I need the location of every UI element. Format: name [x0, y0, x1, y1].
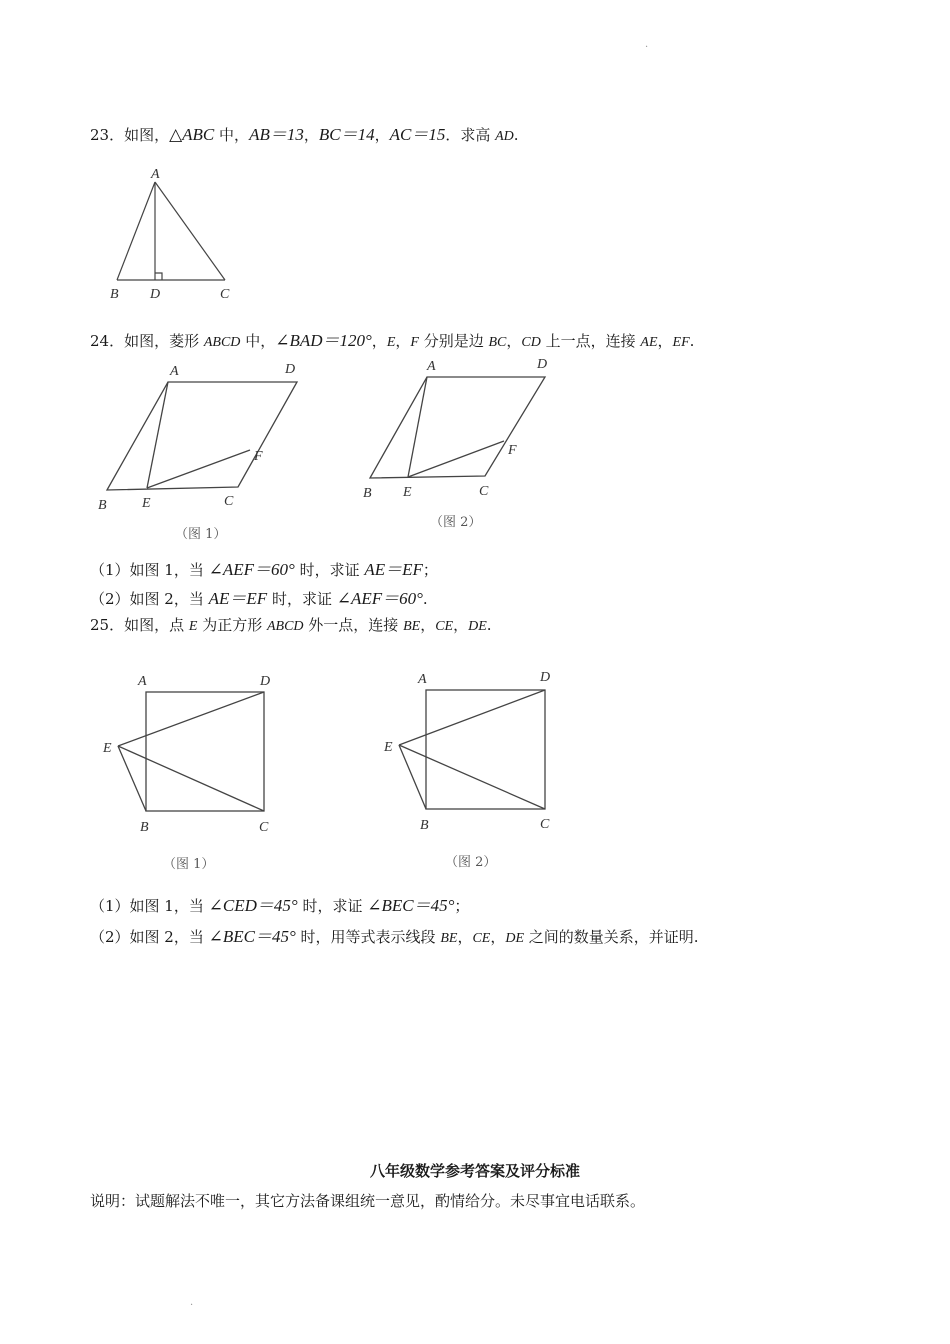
svg-text:E: E — [384, 740, 393, 755]
q23-triangle-figure — [100, 160, 250, 305]
svg-text:B: B — [140, 820, 149, 835]
scan-dot: · — [645, 42, 649, 53]
label-d: D — [150, 287, 161, 302]
label-a: A — [151, 167, 160, 182]
svg-text:B: B — [420, 818, 429, 833]
svg-text:（图 1）: （图 1） — [163, 857, 215, 872]
q24-part2: （2）如图 2，当 AE＝EF 时，求证 ∠AEF＝60°. — [90, 589, 428, 608]
q25-fig2 — [375, 665, 575, 875]
answer-title: 八年级数学参考答案及评分标准 — [369, 1162, 580, 1180]
scan-dot: · — [190, 1300, 194, 1311]
svg-text:E: E — [103, 741, 112, 756]
svg-text:A: A — [170, 364, 179, 379]
svg-text:A: A — [138, 674, 147, 689]
q23-text: 23．如图，△ABC 中，AB＝13，BC＝14，AC＝15．求高 AD. — [90, 125, 519, 144]
svg-text:F: F — [254, 449, 263, 464]
svg-text:A: A — [427, 359, 436, 374]
q25-text: 25．如图，点 E 为正方形 ABCD 外一点，连接 BE，CE，DE. — [90, 616, 492, 634]
svg-text:D: D — [260, 674, 271, 689]
svg-text:C: C — [479, 484, 489, 499]
q25-part2: （2）如图 2，当 ∠BEC＝45° 时，用等式表示线段 BE，CE，DE 之间的数量关系，并证明. — [90, 927, 699, 946]
fig1-caption: （图 1） — [175, 527, 227, 542]
svg-text:D: D — [540, 670, 551, 685]
label-b: B — [110, 287, 119, 302]
label-c: C — [220, 287, 230, 302]
svg-text:A: A — [418, 672, 427, 687]
svg-text:B: B — [363, 486, 372, 501]
q24-fig1 — [90, 355, 320, 545]
fig2-caption: （图 2） — [430, 515, 482, 530]
q24-part1: （1）如图 1，当 ∠AEF＝60° 时，求证 AE＝EF； — [90, 560, 438, 579]
svg-text:（图 2）: （图 2） — [445, 855, 497, 870]
svg-text:C: C — [224, 494, 234, 509]
svg-text:F: F — [508, 443, 517, 458]
q25-fig1 — [95, 665, 295, 875]
q25-part1: （1）如图 1，当 ∠CED＝45° 时，求证 ∠BEC＝45°； — [90, 896, 470, 915]
svg-text:C: C — [259, 820, 269, 835]
svg-text:E: E — [142, 496, 151, 511]
q24-text: 24．如图，菱形 ABCD 中，∠BAD＝120°，E，F 分别是边 BC，CD 上一点，连接 AE，EF. — [90, 331, 695, 350]
svg-text:B: B — [98, 498, 107, 513]
svg-text:C: C — [540, 817, 550, 832]
answer-note: 说明：试题解法不唯一，其它方法备课组统一意见，酌情给分。未尽事宜电话联系。 — [90, 1192, 646, 1210]
svg-text:D: D — [537, 357, 548, 372]
svg-text:E: E — [403, 485, 412, 500]
q24-fig2 — [355, 350, 565, 535]
svg-text:D: D — [285, 362, 296, 377]
